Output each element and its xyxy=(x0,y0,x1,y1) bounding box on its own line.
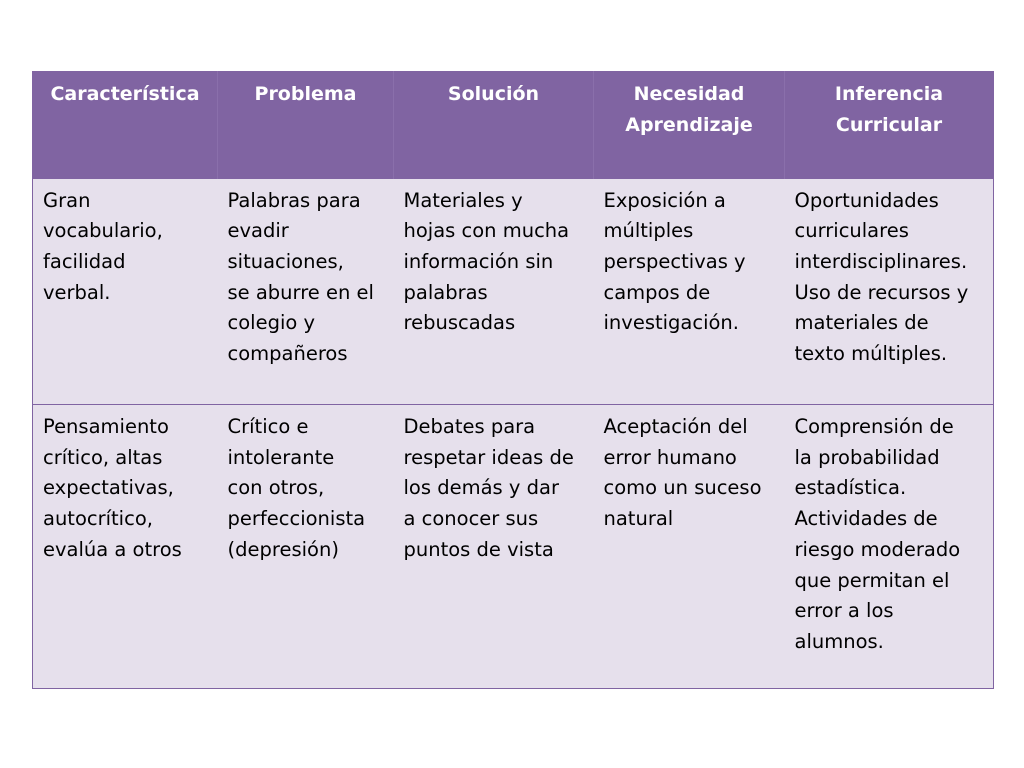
cell-solucion: Materiales y hojas con mucha información sin palabras rebuscadas xyxy=(403,188,570,335)
cell-problema: Crítico e intolerante con otros, perfeccionista (depresión) xyxy=(218,405,394,689)
table-row xyxy=(33,405,994,689)
cell-inferencia: Oportunidades curriculares interdisciplinares. Uso de recursos y materiales de texto múltiples. xyxy=(794,188,969,366)
header-solucion: Solución xyxy=(394,72,594,179)
curriculum-table xyxy=(32,71,994,689)
table-row xyxy=(33,179,994,405)
header-inferencia-curricular: Inferencia Curricular xyxy=(785,72,994,179)
header-problema: Problema xyxy=(218,72,394,179)
cell-inferencia: Comprensión de la probabilidad estadística. Actividades de riesgo moderado que permitan el error a los alumnos. xyxy=(785,405,994,689)
cell-necesidad: Aceptación del error humano como un suceso natural xyxy=(594,405,785,689)
header-necesidad-aprendizaje: Necesidad Aprendizaje xyxy=(594,72,785,179)
cell-necesidad: Exposición a múltiples perspectivas y campos de investigación. xyxy=(603,188,746,335)
cell-caracteristica: Gran vocabulario, facilidad verbal. xyxy=(43,188,163,304)
header-caracteristica: Característica xyxy=(33,72,218,179)
cell-solucion: Debates para respetar ideas de los demás y dar a conocer sus puntos de vista xyxy=(394,405,594,689)
table-header-row xyxy=(33,72,994,179)
cell-caracteristica: Pensamiento crítico, altas expectativas, autocrítico, evalúa a otros xyxy=(33,405,218,689)
cell-problema: Palabras para evadir situaciones, se aburre en el colegio y compañeros xyxy=(227,188,374,366)
